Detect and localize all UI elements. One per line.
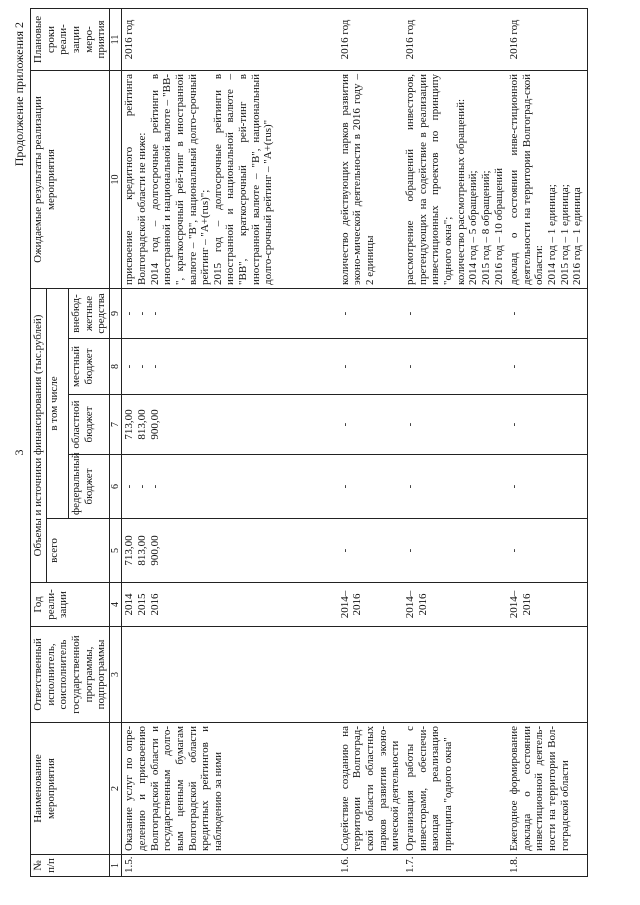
column-number: 4 (109, 583, 122, 627)
deadline-cell: 2016 год (338, 8, 403, 70)
measure-name: Организация работы с инвесторами, обеспечи-вающая реализацию принципа "одного окна" (403, 723, 507, 855)
header-responsible: Ответственный исполнитель, соисполнитель государственной программы, подпрограммы (31, 627, 110, 723)
federal-cell: - - - (122, 455, 338, 519)
header-local: местный бюджет (68, 339, 109, 395)
header-extra-budgetary: внебюд- жетные средства (68, 288, 109, 338)
federal-cell: - (507, 455, 587, 519)
header-total: всего (46, 519, 109, 583)
header-federal: федеральный бюджет (68, 455, 109, 519)
responsible-executor (507, 627, 587, 723)
year-cell: 2014 2015 2016 (122, 583, 338, 627)
column-number-row (109, 8, 122, 876)
column-number: 9 (109, 288, 122, 338)
total-cell: 713,00 813,00 900,00 (122, 519, 338, 583)
expected-result: присвоение кредитного рейтинга Волгоградской области не ниже: 2014 год – долгосрочные рейтинги в иностранной и национальной валюте – "ВВ-", краткосрочный рей-тинг в иностранной валюте – "В", национальный долго-срочный рейтинг – "А+(rus)"; 2015 год – долгосрочные рейтинги в иностранной и национальной валюте – "ВВ", краткосрочный рей-тинг в иностранной валюте – "В", национальный долго-срочный рейтинг – "А+(rus)" (122, 70, 338, 288)
local-cell: - (403, 339, 507, 395)
regional-cell: - (338, 395, 403, 455)
regional-cell: 713,00 813,00 900,00 (122, 395, 338, 455)
row-number: 1.8. (507, 855, 587, 877)
extra-budgetary-cell: - (507, 288, 587, 338)
responsible-executor (338, 627, 403, 723)
responsible-executor (403, 627, 507, 723)
column-number: 2 (109, 723, 122, 855)
total-cell: - (338, 519, 403, 583)
header-num: № п/п (31, 855, 110, 877)
local-cell: - (338, 339, 403, 395)
row-number: 1.6. (338, 855, 403, 877)
header-measure-name: Наименование мероприятия (31, 723, 110, 855)
regional-cell: - (403, 395, 507, 455)
measure-name: Оказание услуг по опре-делению и присвоению Волгоградской области и государственным долго-вым ценным бумагам Волгоградской области кредитных рейтингов и наблюдению за ними (122, 723, 338, 855)
table-row (122, 8, 338, 876)
total-cell: - (403, 519, 507, 583)
column-number: 1 (109, 855, 122, 877)
extra-budgetary-cell: - - - (122, 288, 338, 338)
local-cell: - - - (122, 339, 338, 395)
header-funding-group: Объемы и источники финансирования (тыс.рублей) (31, 288, 47, 582)
row-number: 1.7. (403, 855, 507, 877)
responsible-executor (122, 627, 338, 723)
page-number: 3 (12, 449, 26, 456)
header-deadline: Плановые сроки реали- зации меро- приятия (31, 8, 110, 70)
federal-cell: - (403, 455, 507, 519)
appendix-continuation-note: Продолжение приложения 2 (12, 22, 26, 167)
deadline-cell: 2016 год (122, 8, 338, 70)
deadline-cell: 2016 год (507, 8, 587, 70)
expected-result: доклад о состоянии инве-стиционной деятельности на территории Волгоград-ской области: 2014 год – 1 единица; 2015 год – 1 единица; 2016 год – 1 единица (507, 70, 587, 288)
column-number: 11 (109, 8, 122, 70)
table-row (338, 8, 403, 876)
header-expected-results: Ожидаемые результаты реализации мероприятия (31, 70, 110, 288)
year-cell: 2014–2016 (338, 583, 403, 627)
federal-cell: - (338, 455, 403, 519)
year-cell: 2014–2016 (507, 583, 587, 627)
column-number: 7 (109, 395, 122, 455)
expected-result: рассмотрение обращений инвесторов, претендующих на содействие в реализации инвестиционных проектов по принципу "одного окна"; количество рассмотренных обращений: 2014 год – 5 обращений; 2015 год – 8 обращений; 2016 год – 10 обращений (403, 70, 507, 288)
extra-budgetary-cell: - (338, 288, 403, 338)
total-cell: - (507, 519, 587, 583)
measure-name: Ежегодное формирование доклада о состоянии инвестиционной деятель-ности на территории Вол-гоградской области (507, 723, 587, 855)
table-row (403, 8, 507, 876)
header-year: Год реали- зации (31, 583, 110, 627)
header-regional: областной бюджет (68, 395, 109, 455)
expected-result: количество действующих парков развития эконо-мической деятельности в 2016 году – 2 единицы (338, 70, 403, 288)
regional-cell: - (507, 395, 587, 455)
table-row (507, 8, 587, 876)
local-cell: - (507, 339, 587, 395)
program-measures-table (30, 8, 588, 877)
measure-name: Содействие созданию на территории Волгоград-ской области областных парков развития эконо-мической деятельности (338, 723, 403, 855)
column-number: 8 (109, 339, 122, 395)
header-row-1 (31, 8, 47, 876)
header-including: в том числе (46, 288, 68, 518)
column-number: 10 (109, 70, 122, 288)
column-number: 5 (109, 519, 122, 583)
column-number: 6 (109, 455, 122, 519)
extra-budgetary-cell: - (403, 288, 507, 338)
year-cell: 2014–2016 (403, 583, 507, 627)
deadline-cell: 2016 год (403, 8, 507, 70)
row-number: 1.5. (122, 855, 338, 877)
column-number: 3 (109, 627, 122, 723)
